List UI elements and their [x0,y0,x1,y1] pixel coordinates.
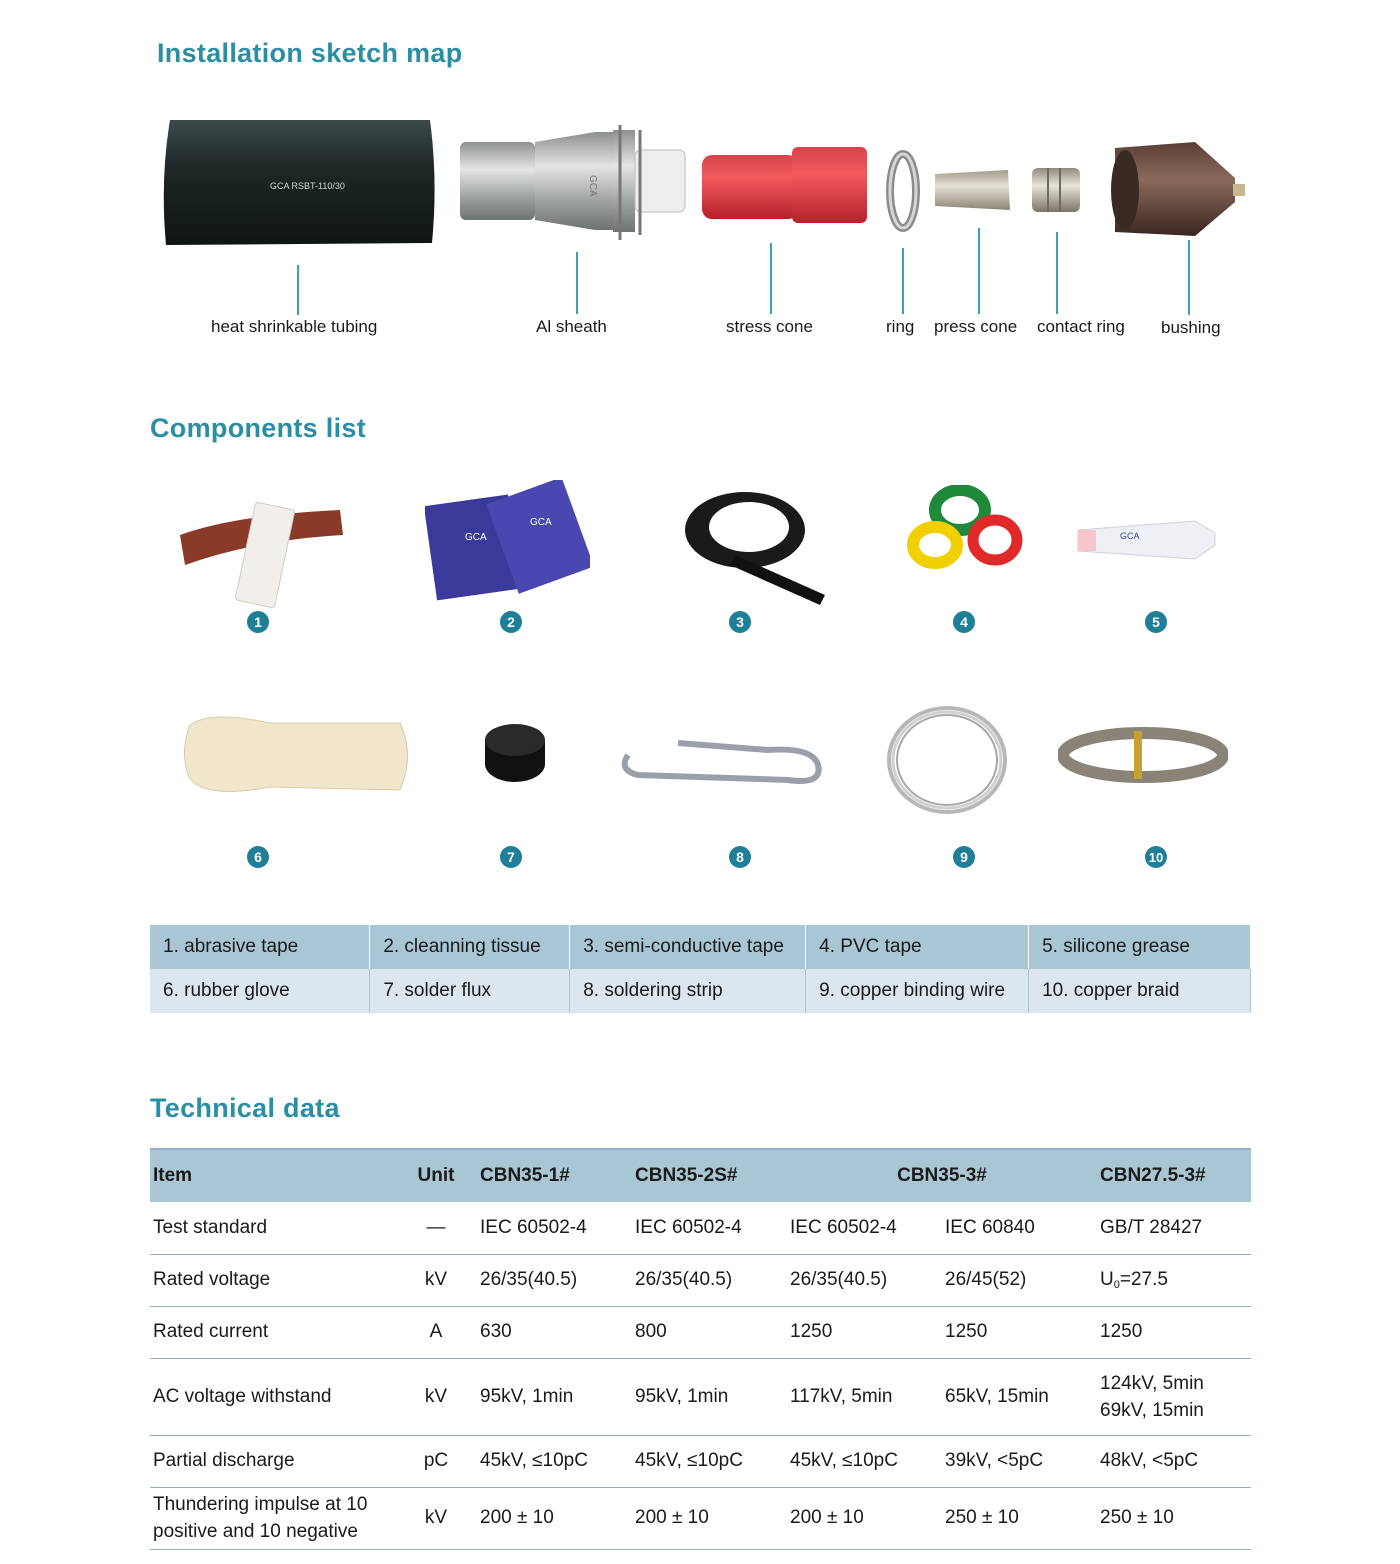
section-title-components: Components list [150,413,367,443]
rubber-glove-image [180,705,415,800]
silicone-grease-image [1075,515,1220,565]
table-cell: 45kV, ≤10pC [477,1435,632,1487]
svg-text:GCA: GCA [530,517,552,528]
header-model: CBN35-2S# [632,1149,787,1202]
table-cell: 8. soldering strip [570,969,806,1013]
copper-binding-wire-image [880,695,1015,820]
component-number-badge: 6 [247,846,269,868]
table-cell: 7. solder flux [370,969,570,1013]
heat-shrinkable-tubing-image [160,115,440,250]
table-row [150,1435,1251,1487]
connector-line [1056,232,1058,314]
table-row [150,1306,1251,1358]
al-sheath-image [455,120,690,250]
component-number-badge: 1 [247,611,269,633]
table-cell: 1250 [942,1306,1097,1358]
header-model: CBN35-1# [477,1149,632,1202]
table-cell: IEC 60502-4 [477,1202,632,1254]
table-cell: 250 ± 10 [942,1487,1097,1549]
table-cell: 45kV, ≤10pC [787,1435,942,1487]
table-row [150,925,1251,969]
header-unit: Unit [395,1149,477,1202]
table-cell: 65kV, 15min [942,1358,1097,1435]
row-label: Test standard [150,1202,395,1254]
table-cell: 800 [632,1306,787,1358]
table-cell: IEC 60840 [942,1202,1097,1254]
row-unit: pC [395,1435,477,1487]
part-label: press cone [934,317,1018,336]
section-title-installation: Installation sketch map [157,38,463,68]
cell-line: Thundering impulse at 10 [153,1494,368,1515]
table-cell: 1250 [1097,1306,1251,1358]
u-prefix: U [1100,1269,1114,1290]
table-row [150,1358,1251,1435]
section-title-technical: Technical data [150,1093,340,1123]
table-cell: 5. silicone grease [1029,925,1251,969]
table-header-row [150,1149,1251,1202]
bushing-image [1105,140,1250,240]
table-cell: 48kV, <5pC [1097,1435,1251,1487]
u-value: =27.5 [1119,1269,1168,1290]
part-label: stress cone [726,317,813,336]
cell-line: 124kV, 5min [1100,1372,1204,1394]
cell-line: positive and 10 negative [153,1521,358,1542]
components-table [150,925,1251,1013]
table-cell: 39kV, <5pC [942,1435,1097,1487]
header-model: CBN27.5-3# [1097,1149,1251,1202]
part-label: bushing [1161,318,1221,337]
table-cell: 26/35(40.5) [632,1254,787,1306]
row-label: Partial discharge [150,1435,395,1487]
row-unit: kV [395,1487,477,1549]
table-row [150,1487,1251,1549]
table-cell: 200 ± 10 [632,1487,787,1549]
connector-line [770,243,772,314]
part-label: heat shrinkable tubing [211,317,378,336]
table-cell: IEC 60502-4 [632,1202,787,1254]
stress-cone-image [700,145,870,225]
connector-line [297,265,299,315]
component-number-badge: 4 [953,611,975,633]
table-cell: GB/T 28427 [1097,1202,1251,1254]
cell-line: 69kV, 15min [1100,1399,1204,1421]
component-number-badge: 3 [729,611,751,633]
semi-conductive-tape-image [675,485,835,610]
component-number-badge: 7 [500,846,522,868]
table-cell: 6. rubber glove [150,969,370,1013]
table-cell: 630 [477,1306,632,1358]
soldering-strip-image [618,735,833,795]
table-cell: 117kV, 5min [787,1358,942,1435]
component-number-badge: 9 [953,846,975,868]
connector-line [902,248,904,314]
part-label: ring [886,317,915,336]
table-cell [1097,1358,1251,1435]
row-unit: — [395,1202,477,1254]
row-unit: kV [395,1254,477,1306]
table-row [150,1254,1251,1306]
cleaning-tissue-image [425,480,590,605]
pvc-tape-image [905,485,1025,575]
copper-braid-image [1058,725,1228,785]
row-unit: A [395,1306,477,1358]
table-cell: 4. PVC tape [806,925,1029,969]
table-cell: 26/35(40.5) [477,1254,632,1306]
row-label: AC voltage withstand [150,1358,395,1435]
table-cell: 26/35(40.5) [787,1254,942,1306]
part-label: contact ring [1037,317,1125,336]
table-cell: 250 ± 10 [1097,1487,1251,1549]
component-number-badge: 5 [1145,611,1167,633]
table-cell: 9. copper binding wire [806,969,1029,1013]
table-cell: 1250 [787,1306,942,1358]
svg-text:GCA: GCA [1120,531,1140,541]
table-cell: 200 ± 10 [787,1487,942,1549]
table-cell: IEC 60502-4 [787,1202,942,1254]
connector-line [978,228,980,314]
table-row [150,969,1251,1013]
connector-line [576,252,578,314]
ring-image [886,150,920,232]
table-cell: 26/45(52) [942,1254,1097,1306]
solder-flux-image [480,720,550,785]
component-number-badge: 8 [729,846,751,868]
header-model: CBN35-3# [787,1149,1097,1202]
row-unit: kV [395,1358,477,1435]
part-label: Al sheath [536,317,607,336]
abrasive-tape-image [175,495,345,610]
row-label: Rated voltage [150,1254,395,1306]
table-cell: 200 ± 10 [477,1487,632,1549]
table-cell: 45kV, ≤10pC [632,1435,787,1487]
component-number-badge: 2 [500,611,522,633]
table-cell [1097,1254,1251,1306]
table-cell: 95kV, 1min [477,1358,632,1435]
table-cell: 10. copper braid [1029,969,1251,1013]
technical-data-table [150,1148,1251,1550]
u-subscript: 0 [1113,1279,1120,1291]
header-item: Item [150,1149,395,1202]
table-cell: 1. abrasive tape [150,925,370,969]
svg-text:GCA: GCA [465,532,487,543]
tube-marking: GCA RSBT-110/30 [270,181,345,191]
table-row [150,1202,1251,1254]
connector-line [1188,240,1190,315]
table-cell: 3. semi-conductive tape [570,925,806,969]
row-label [150,1487,395,1549]
row-label: Rated current [150,1306,395,1358]
component-number-badge: 10 [1145,846,1167,868]
press-cone-image [930,168,1015,213]
contact-ring-image [1030,162,1085,217]
table-cell: 95kV, 1min [632,1358,787,1435]
table-cell: 2. cleanning tissue [370,925,570,969]
sheath-marking: GCA [587,175,598,197]
